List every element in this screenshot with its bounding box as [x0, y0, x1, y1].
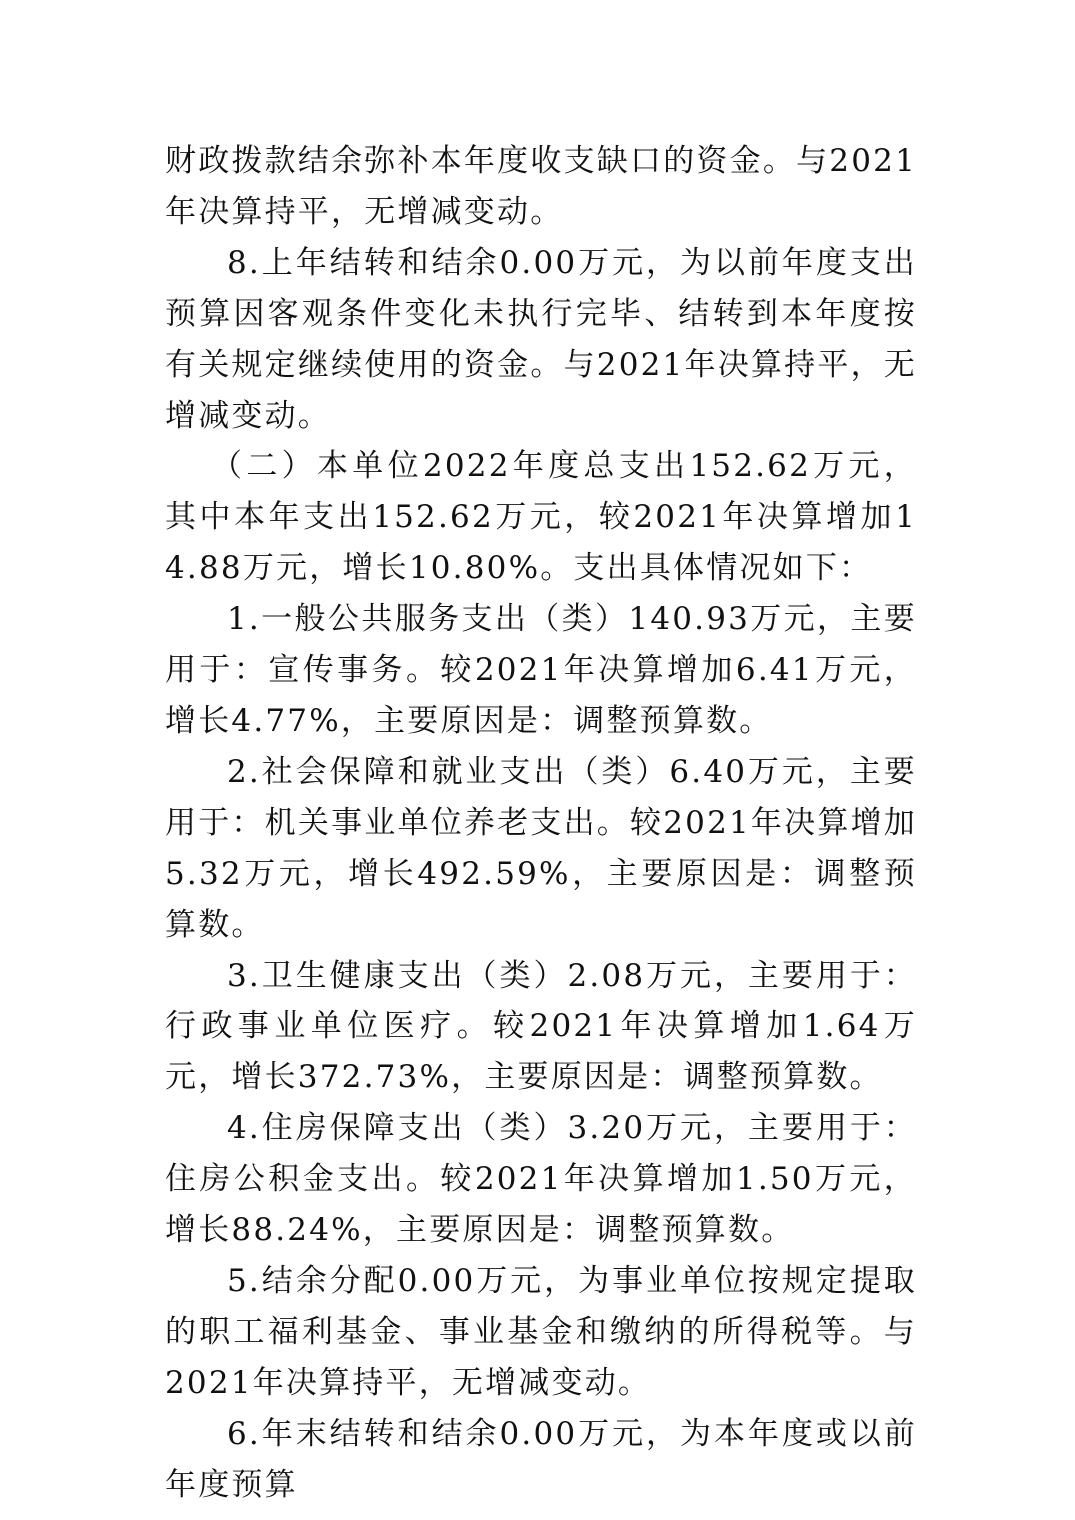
paragraph-item-2: 2.社会保障和就业支出（类）6.40万元，主要用于：机关事业单位养老支出。较2021年决算增加5.32万元，增长492.59%，主要原因是：调整预算数。 [165, 753, 917, 943]
paragraph-item-8: 8.上年结转和结余0.00万元，为以前年度支出预算因客观条件变化未执行完毕、结转到本年度按有关规定继续使用的资金。与2021年决算持平，无增减变动。 [165, 244, 917, 434]
paragraph-continuation: 财政拨款结余弥补本年度收支缺口的资金。与2021年决算持平，无增减变动。 [165, 143, 917, 230]
paragraph-item-1: 1.一般公共服务支出（类）140.93万元，主要用于：宣传事务。较2021年决算增加6.41万元，增长4.77%，主要原因是：调整预算数。 [165, 601, 917, 739]
paragraph-item-5: 5.结余分配0.00万元，为事业单位按规定提取的职工福利基金、事业基金和缴纳的所得税等。与2021年决算持平，无增减变动。 [165, 1262, 917, 1401]
document-body [165, 136, 917, 1510]
paragraph-item-4: 4.住房保障支出（类）3.20万元，主要用于：住房公积金支出。较2021年决算增加1.50万元，增长88.24%，主要原因是：调整预算数。 [165, 1110, 917, 1249]
paragraph-item-3: 3.卫生健康支出（类）2.08万元，主要用于：行政事业单位医疗。较2021年决算增加1.64万元，增长372.73%，主要原因是：调整预算数。 [165, 957, 917, 1096]
paragraph-section-2: （二）本单位2022年度总支出152.62万元，其中本年支出152.62万元，较2021年决算增加14.88万元，增长10.80%。支出具体情况如下： [165, 448, 917, 587]
paragraph-item-6: 6.年末结转和结余0.00万元，为本年度或以前年度预算 [165, 1415, 917, 1503]
